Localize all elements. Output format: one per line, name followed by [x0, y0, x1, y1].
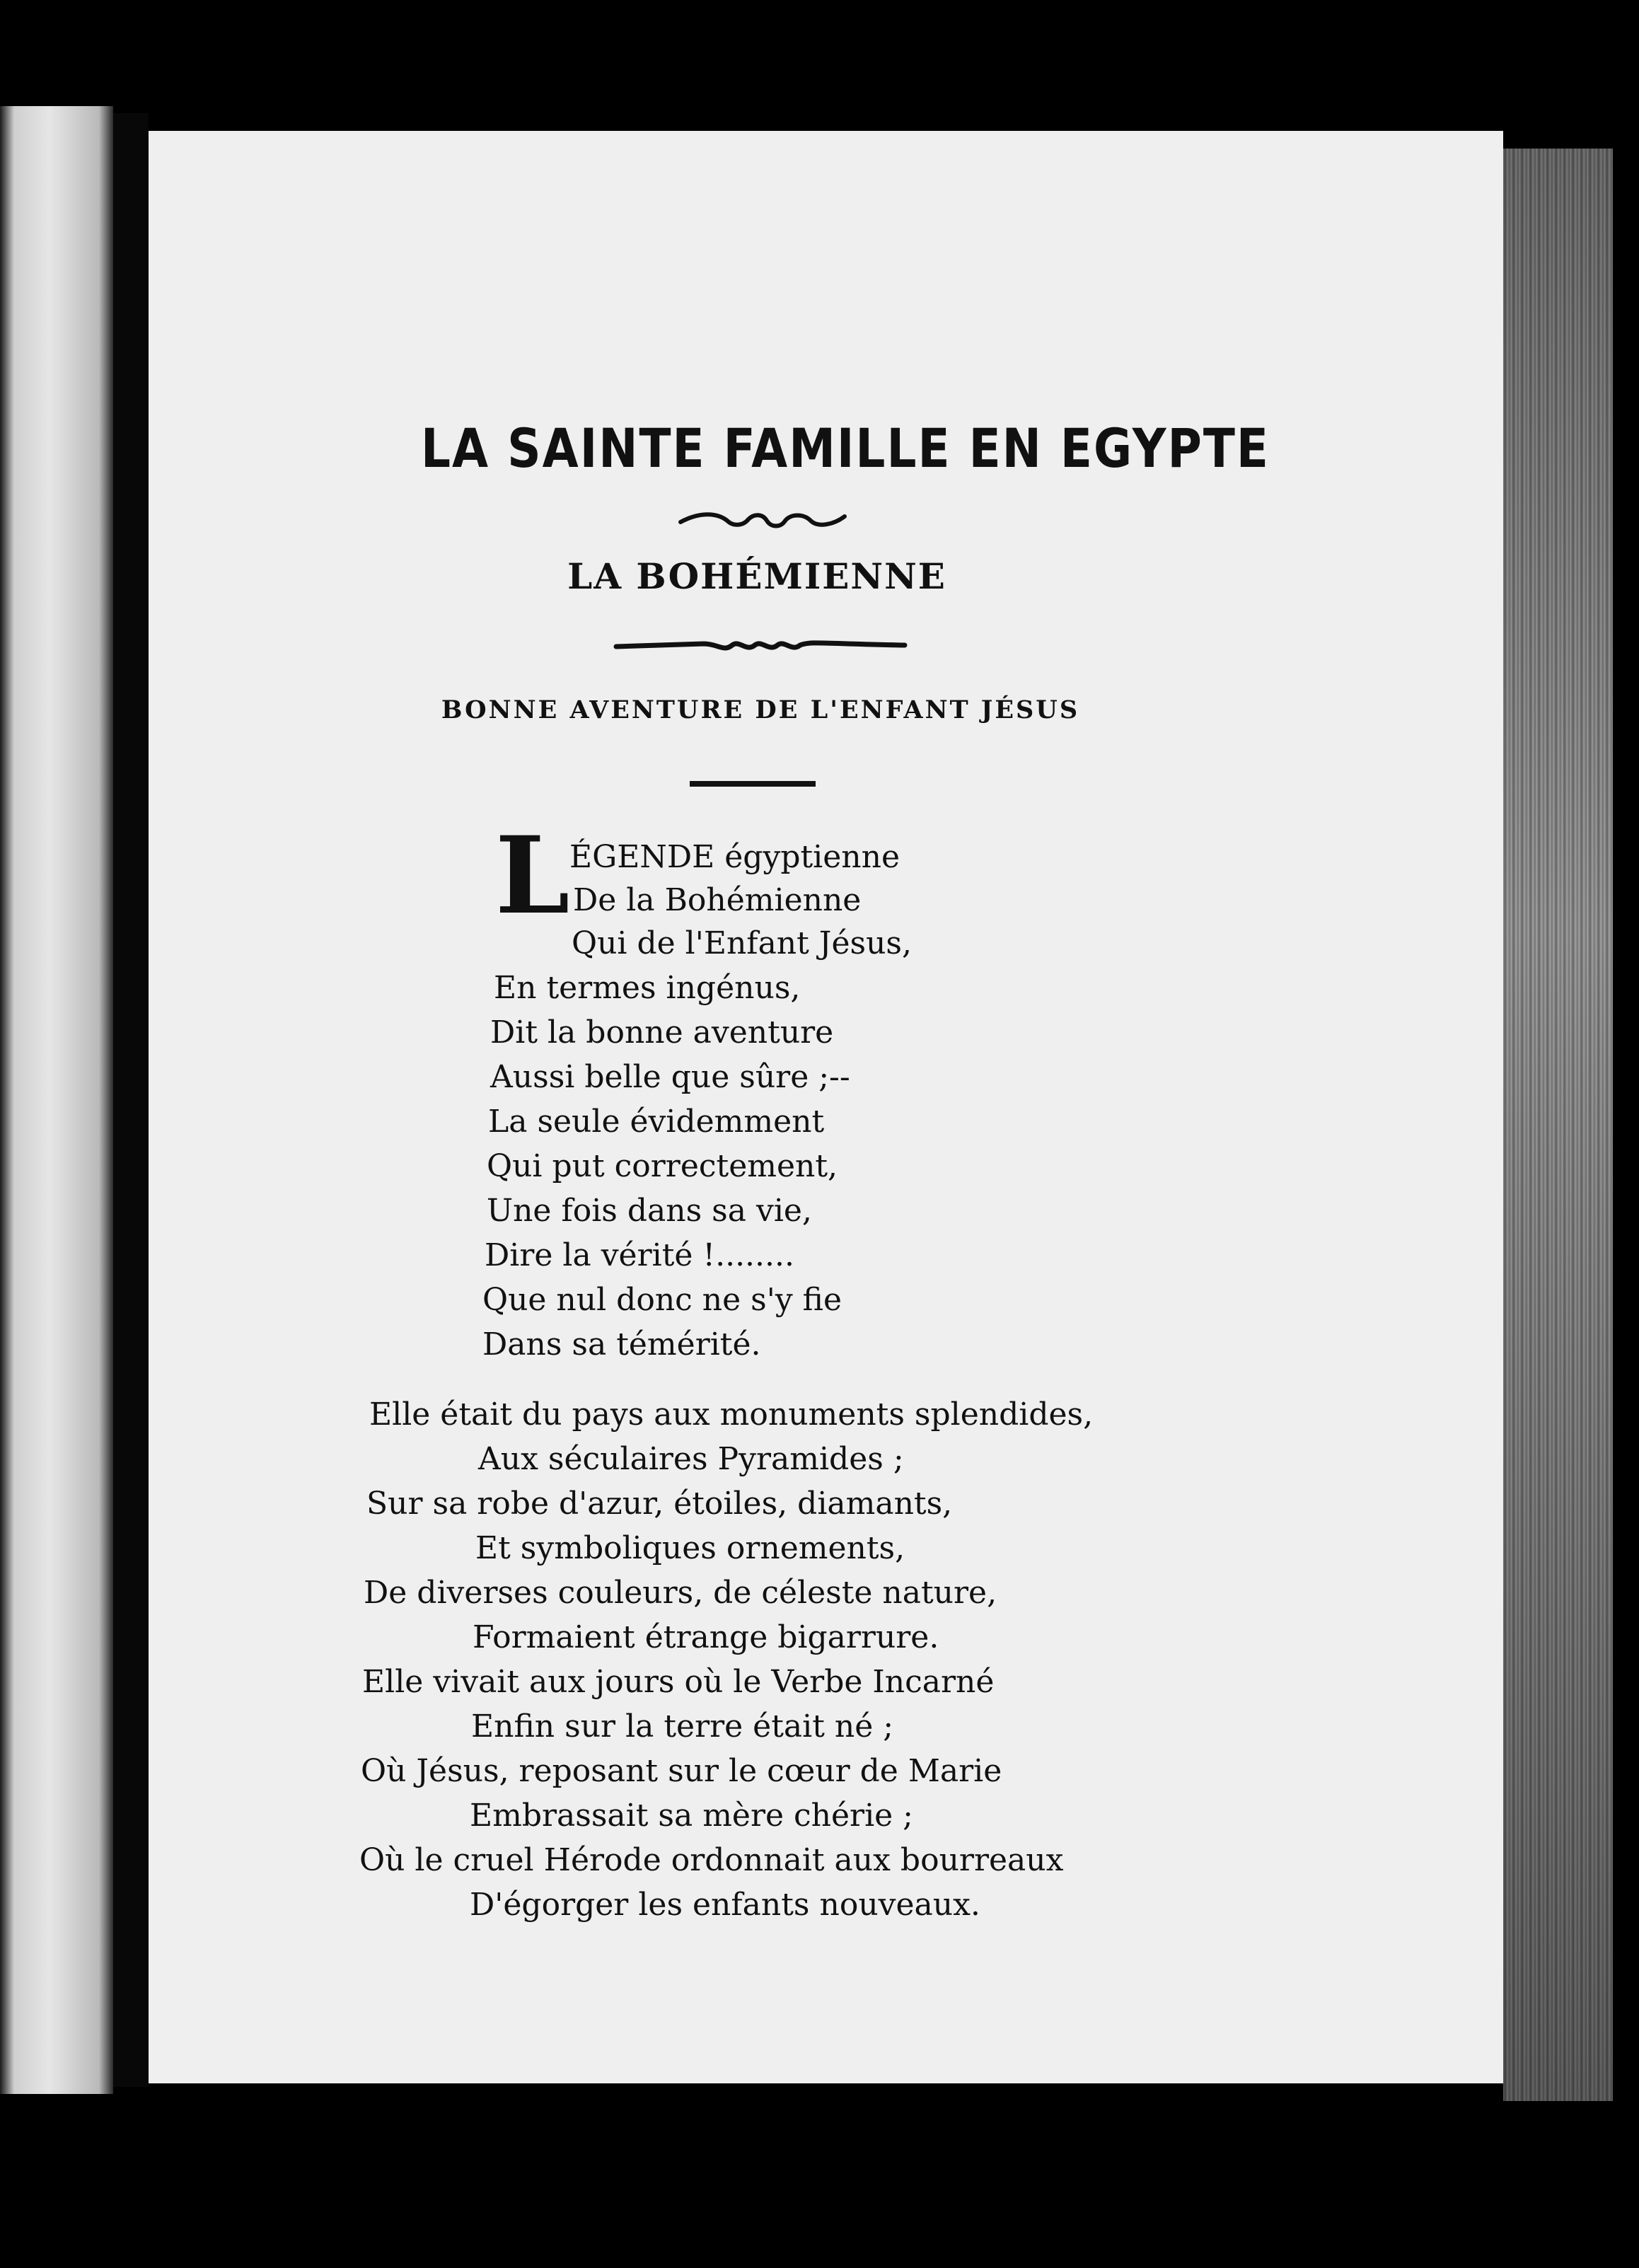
ornament-flourish-middle [612, 635, 909, 656]
page-stack-edge [1503, 149, 1613, 2101]
verse-line: Dit la bonne aventure [490, 1014, 834, 1051]
verse-line: Dans sa témérité. [482, 1326, 761, 1362]
verse-line: Elle vivait aux jours où le Verbe Incarné [362, 1664, 995, 1700]
verse-line: Où le cruel Hérode ordonnait aux bourreaux [359, 1842, 1064, 1878]
verse-line: Que nul donc ne s'y fie [482, 1282, 842, 1318]
verse-line: La seule évidemment [488, 1104, 825, 1140]
verse-line: Dire la vérité !........ [485, 1237, 794, 1273]
verse-line: De diverses couleurs, de céleste nature, [364, 1575, 997, 1611]
section-heading: BONNE AVENTURE DE L'ENFANT JÉSUS [441, 695, 1080, 724]
book-gutter [113, 113, 149, 2087]
drop-cap-letter: L [495, 814, 570, 938]
verse-line: Où Jésus, reposant sur le cœur de Marie [361, 1753, 1002, 1789]
verse-line: Embrassait sa mère chérie ; [470, 1798, 913, 1834]
verse-line: Une fois dans sa vie, [487, 1193, 812, 1229]
horizontal-rule [690, 781, 816, 787]
ornament-flourish-top [678, 509, 847, 533]
verse-line: Et symboliques ornements, [475, 1530, 905, 1566]
verse-line: Elle était du pays aux monuments splendides, [369, 1396, 1094, 1433]
facing-page-edge [0, 106, 113, 2094]
verse-line: Formaient étrange bigarrure. [473, 1619, 939, 1655]
verse-line: Qui put correctement, [487, 1148, 838, 1184]
verse-line: Sur sa robe d'azur, étoiles, diamants, [366, 1486, 953, 1522]
verse-line: De la Bohémienne [573, 882, 862, 918]
verse-line: Aux séculaires Pyramides ; [478, 1441, 904, 1477]
verse-line: Aussi belle que sûre ;-- [490, 1059, 850, 1095]
verse-line: Qui de l'Enfant Jésus, [572, 925, 912, 961]
verse-line: ÉGENDE égyptienne [569, 839, 900, 875]
section-subtitle: LA BOHÉMIENNE [567, 555, 946, 597]
verse-line: En termes ingénus, [494, 970, 801, 1006]
verse-line: D'égorger les enfants nouveaux. [470, 1887, 980, 1923]
page-title: LA SAINTE FAMILLE EN EGYPTE [421, 417, 1270, 480]
verse-line: Enfin sur la terre était né ; [471, 1708, 894, 1745]
